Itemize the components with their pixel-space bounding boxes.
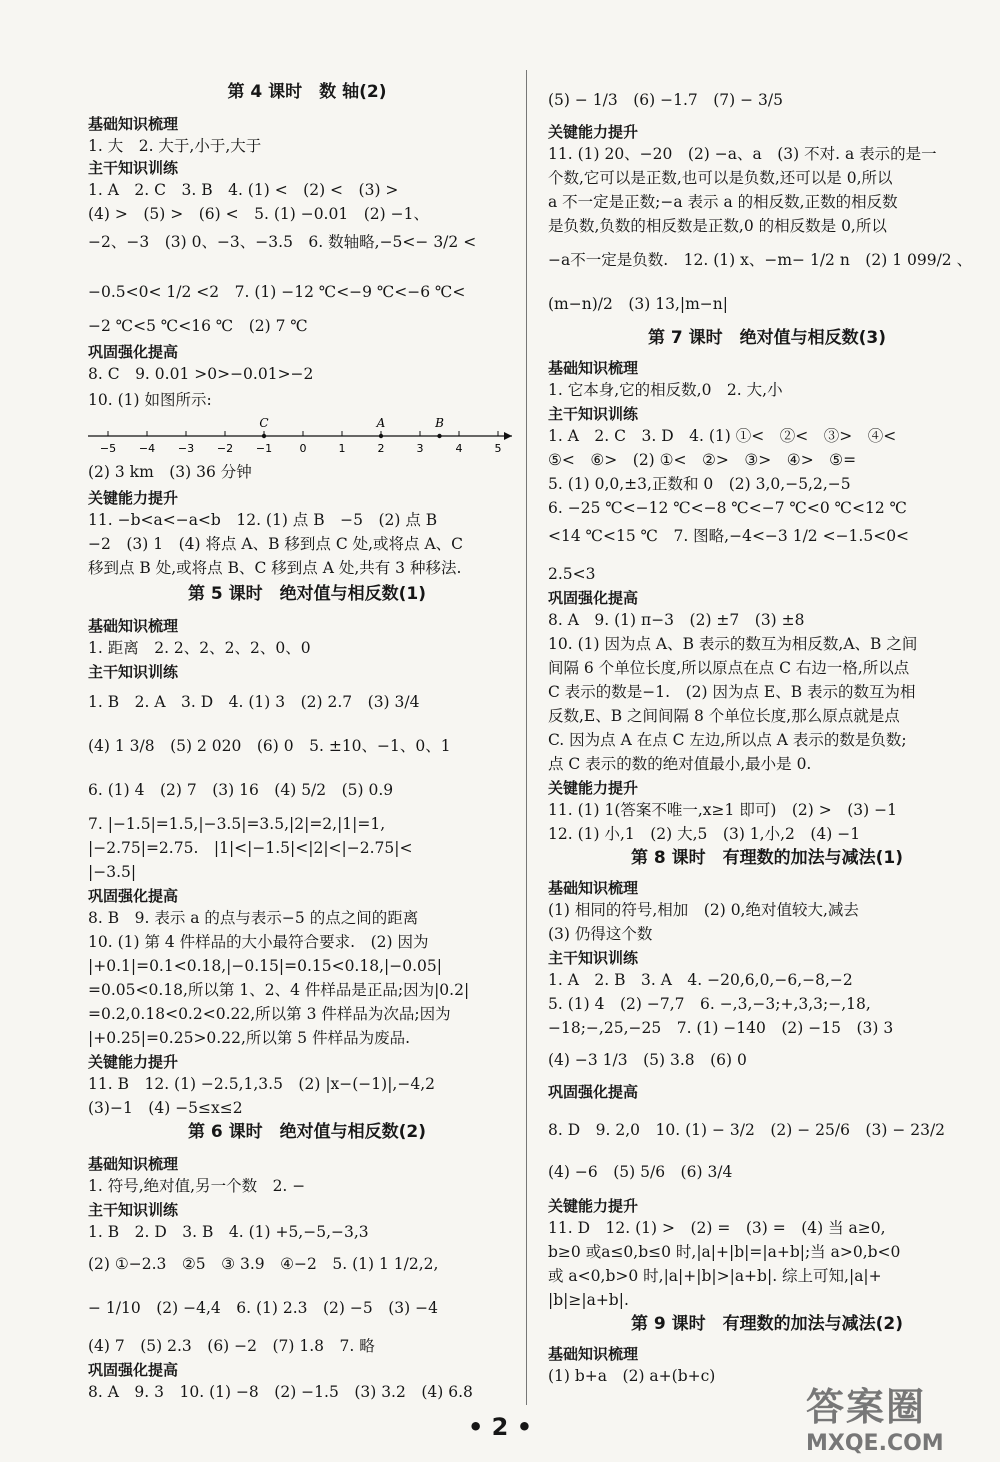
answer-line: 1. A 2. B 3. A 4. −20,6,0,−6,−8,−2 (548, 971, 853, 989)
answer-line: ⑤< ⑥> (2) ①< ②> ③> ④> ⑤= (548, 451, 857, 469)
answer-line: 5. (1) 0,0,±3,正数和 0 (2) 3,0,−5,2,−5 (548, 475, 851, 493)
page-number: • 2 • (467, 1413, 533, 1441)
watermark-site: MXQE.COM (806, 1431, 944, 1456)
answer-line: 11. B 12. (1) −2.5,1,3.5 (2) |x−(−1)|,−4,2 (88, 1075, 435, 1093)
number-line-tick-label: 3 (416, 442, 424, 455)
answer-line: |b|≥|a+b|. (548, 1291, 629, 1309)
answer-line: (2) 3 km (3) 36 分钟 (88, 463, 252, 481)
answer-line: (4) −6 (5) 5/6 (6) 3/4 (548, 1163, 733, 1181)
section-heading: 巩固强化提高 (548, 1083, 639, 1101)
answer-line: 12. (1) 小,1 (2) 大,5 (3) 1,小,2 (4) −1 (548, 825, 861, 843)
number-line-tick-label: 1 (338, 442, 346, 455)
answer-line: 6. −25 ℃<−12 ℃<−8 ℃<−7 ℃<0 ℃<12 ℃ (548, 499, 907, 517)
answer-line: |+0.25|=0.25>0.22,所以第 5 件样品为废品. (88, 1029, 411, 1047)
watermark (806, 1376, 986, 1454)
number-line-arrow (504, 432, 512, 440)
answer-line: 移到点 B 处,或将点 B、C 移到点 A 处,共有 3 种移法. (88, 559, 462, 577)
answer-line: −2 ℃<5 ℃<16 ℃ (2) 7 ℃ (88, 317, 308, 335)
answer-line: 5. (1) 4 (2) −7,7 6. −,3,−3;+,3,3;−,18, (548, 995, 871, 1013)
answer-line: 是负数,负数的相反数是正数,0 的相反数是 0,所以 (548, 217, 887, 235)
answer-line: −18;−,25,−25 7. (1) −140 (2) −15 (3) 3 (548, 1019, 894, 1037)
section-heading: 基础知识梳理 (88, 1155, 179, 1173)
number-line-tick-label: −5 (99, 442, 117, 455)
number-line-tick-label: −4 (138, 442, 156, 455)
section-heading: 主干知识训练 (548, 405, 639, 423)
section-heading: 主干知识训练 (88, 663, 179, 681)
answer-line: 10. (1) 如图所示: (88, 391, 212, 409)
section-heading: 巩固强化提高 (88, 343, 179, 361)
answer-line: |−2.75|=2.75. |1|<|−1.5|<|2|<|−2.75|< (88, 839, 413, 857)
answer-line: 11. (1) 1(答案不唯一,x≥1 即可) (2) > (3) −1 (548, 801, 897, 819)
answer-line: 11. D 12. (1) > (2) = (3) = (4) 当 a≥0, (548, 1219, 886, 1237)
answer-line: 1. 符号,绝对值,另一个数 2. − (88, 1177, 306, 1195)
answer-line: 8. A 9. (1) π−3 (2) ±7 (3) ±8 (548, 611, 805, 629)
answer-line: 8. A 9. 3 10. (1) −8 (2) −1.5 (3) 3.2 (4) 6.8 (88, 1383, 473, 1401)
answer-line: (1) b+a (2) a+(b+c) (548, 1367, 716, 1385)
section-heading: 巩固强化提高 (88, 1361, 179, 1379)
answer-line: 6. (1) 4 (2) 7 (3) 16 (4) 5/2 (5) 0.9 (88, 781, 394, 799)
section-heading: 基础知识梳理 (88, 115, 179, 133)
answer-line: =0.05<0.18,所以第 1、2、4 件样品是正品;因为|0.2| (88, 981, 470, 999)
answer-line: (2) ①−2.3 ②5 ③ 3.9 ④−2 5. (1) 1 1/2,2, (88, 1255, 439, 1273)
answer-line: (3) 仍得这个数 (548, 925, 653, 943)
answer-line: 点 C 表示的数的绝对值最小,最小是 0. (548, 755, 812, 773)
section-heading: 基础知识梳理 (88, 617, 179, 635)
answer-line: (m−n)/2 (3) 13,|m−n| (548, 295, 728, 313)
answer-line: a 不一定是正数;−a 表示 a 的相反数,正数的相反数 (548, 193, 898, 211)
answer-line: b≥0 或a≤0,b≤0 时,|a|+|b|=|a+b|;当 a>0,b<0 (548, 1243, 901, 1261)
number-line-tick-label: −1 (255, 442, 273, 455)
answer-line: 2.5<3 (548, 565, 596, 583)
answer-line: (3)−1 (4) −5≤x≤2 (88, 1099, 243, 1117)
answer-line: C. 因为点 A 在点 C 左边,所以点 A 表示的数是负数; (548, 731, 907, 749)
section-heading: 关键能力提升 (88, 1053, 179, 1071)
answer-line: 1. B 2. D 3. B 4. (1) +5,−5,−3,3 (88, 1223, 369, 1241)
answer-line: 1. A 2. C 3. D 4. (1) ①< ②< ③> ④< (548, 427, 897, 445)
answer-line: 或 a<0,b>0 时,|a|+|b|>|a+b|. 综上可知,|a|+ (548, 1267, 882, 1285)
number-line-tick-label: 2 (377, 442, 385, 455)
answer-line: (4) −3 1/3 (5) 3.8 (6) 0 (548, 1051, 747, 1069)
answer-line: C 表示的数是−1. (2) 因为点 E、B 表示的数互为相 (548, 683, 916, 701)
answer-line: 8. B 9. 表示 a 的点与表示−5 的点之间的距离 (88, 909, 419, 927)
section-heading: 主干知识训练 (88, 159, 179, 177)
section-heading: 基础知识梳理 (548, 359, 639, 377)
answer-line: −a不一定是负数. 12. (1) x、−m− 1/2 n (2) 1 099/2 、 (548, 251, 973, 269)
answer-line: (5) − 1/3 (6) −1.7 (7) − 3/5 (548, 91, 784, 109)
answer-line: 1. 距离 2. 2、2、2、2、0、0 (88, 639, 311, 657)
answer-line: (4) 7 (5) 2.3 (6) −2 (7) 1.8 7. 略 (88, 1337, 375, 1355)
answer-line: (4) 1 3/8 (5) 2 020 (6) 0 5. ±10、−1、0、1 (88, 737, 451, 755)
answer-line: 8. C 9. 0.01 >0>−0.01>−2 (88, 365, 314, 383)
lesson-title: 第 6 课时 绝对值与相反数(2) (187, 1122, 427, 1142)
number-line (88, 412, 518, 466)
section-heading: 基础知识梳理 (548, 879, 639, 897)
watermark-logo: 答案圈 (806, 1385, 927, 1429)
number-line-tick-label: −3 (177, 442, 195, 455)
answer-line: 个数,它可以是正数,也可以是负数,还可以是 0,所以 (548, 169, 893, 187)
number-line-point-label: C (259, 416, 269, 430)
answer-line: 间隔 6 个单位长度,所以原点在点 C 右边一格,所以点 (548, 659, 910, 677)
answer-line: 8. D 9. 2,0 10. (1) − 3/2 (2) − 25/6 (3) − 23/2 (548, 1121, 946, 1139)
section-heading: 巩固强化提高 (548, 589, 639, 607)
number-line-tick-label: 0 (299, 442, 307, 455)
answer-line: −2、−3 (3) 0、−3、−3.5 6. 数轴略,−5<− 3/2 < (88, 233, 477, 251)
answer-line: <14 ℃<15 ℃ 7. 图略,−4<−3 1/2 <−1.5<0< (548, 527, 910, 545)
lesson-title: 第 9 课时 有理数的加法与减法(2) (630, 1314, 904, 1334)
lesson-title: 第 7 课时 绝对值与相反数(3) (647, 328, 887, 348)
lesson-title: 第 5 课时 绝对值与相反数(1) (187, 584, 427, 604)
number-line-tick-label: −2 (216, 442, 234, 455)
section-heading: 主干知识训练 (88, 1201, 179, 1219)
answer-line: 反数,E、B 之间间隔 8 个单位长度,那么原点就是点 (548, 707, 900, 725)
number-line-point-label: A (376, 416, 386, 430)
answer-line: 10. (1) 第 4 件样品的大小最符合要求. (2) 因为 (88, 933, 429, 951)
answer-line: − 1/10 (2) −4,4 6. (1) 2.3 (2) −5 (3) −4 (88, 1299, 438, 1317)
number-line-point (437, 434, 441, 438)
answer-line: −0.5<0< 1/2 <2 7. (1) −12 ℃<−9 ℃<−6 ℃< (88, 283, 466, 301)
answer-line: −2 (3) 1 (4) 将点 A、B 移到点 C 处,或将点 A、C (88, 535, 464, 553)
answer-line: (1) 相同的符号,相加 (2) 0,绝对值较大,减去 (548, 901, 859, 919)
section-heading: 关键能力提升 (548, 123, 639, 141)
answer-line: 1. B 2. A 3. D 4. (1) 3 (2) 2.7 (3) 3/4 (88, 693, 420, 711)
number-line-point (262, 434, 266, 438)
number-line-tick-label: 5 (494, 442, 502, 455)
answer-line: (4) > (5) > (6) < 5. (1) −0.01 (2) −1、 (88, 205, 429, 223)
answer-line: |−3.5| (88, 863, 137, 881)
answer-line: 10. (1) 因为点 A、B 表示的数互为相反数,A、B 之间 (548, 635, 918, 653)
lesson-title: 第 8 课时 有理数的加法与减法(1) (630, 848, 904, 868)
answer-line: 11. −b<a<−a<b 12. (1) 点 B −5 (2) 点 B (88, 511, 438, 529)
answer-line: 7. |−1.5|=1.5,|−3.5|=3.5,|2|=2,|1|=1, (88, 815, 386, 833)
answer-line: 1. 它本身,它的相反数,0 2. 大,小 (548, 381, 783, 399)
section-heading: 关键能力提升 (548, 1197, 639, 1215)
section-heading: 关键能力提升 (548, 779, 639, 797)
number-line-point-label: B (435, 416, 444, 430)
number-line-tick-label: 4 (455, 442, 463, 455)
section-heading: 巩固强化提高 (88, 887, 179, 905)
section-heading: 关键能力提升 (88, 489, 179, 507)
answer-line: |+0.1|=0.1<0.18,|−0.15|=0.15<0.18,|−0.05| (88, 957, 442, 975)
answer-line: 11. (1) 20、−20 (2) −a、a (3) 不对. a 表示的是一 (548, 145, 937, 163)
answer-line: =0.2,0.18<0.2<0.22,所以第 3 件样品为次品;因为 (88, 1005, 451, 1023)
answer-line: 1. 大 2. 大于,小于,大于 (88, 137, 262, 155)
number-line-point (379, 434, 383, 438)
column-divider (526, 70, 527, 1405)
section-heading: 主干知识训练 (548, 949, 639, 967)
section-heading: 基础知识梳理 (548, 1345, 639, 1363)
lesson-title: 第 4 课时 数 轴(2) (227, 82, 387, 102)
answer-line: 1. A 2. C 3. B 4. (1) < (2) < (3) > (88, 181, 399, 199)
